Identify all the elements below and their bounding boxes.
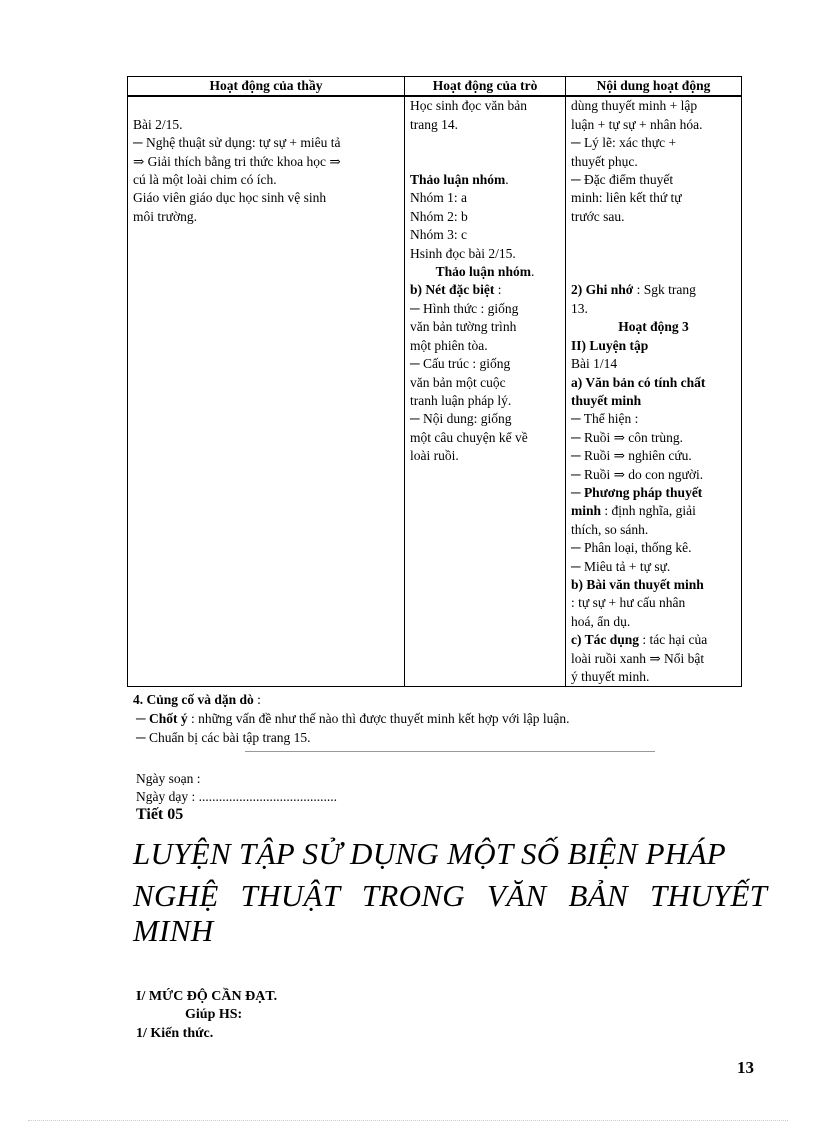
consolidation-point-2: ─ Chuẩn bị các bài tập trang 15. [136,730,311,745]
cell-line [410,374,560,392]
cell-line-text: ─ Ruồi ⇒ côn trùng. [571,429,683,445]
header-teacher-activity: Hoạt động của thầy [128,77,405,97]
cell-line-text: ─ Hình thức : giống [410,300,519,316]
cell-line [571,318,736,336]
cell-line-text: một câu chuyện kể về [410,429,528,445]
cell-line [571,392,736,410]
cell-line-text: Nhóm 2: b [410,208,468,224]
cell-line: ─ Nghệ thuật sử dụng: tự sự + miêu tả [133,135,341,151]
cell-line-text: loài ruồi xanh ⇒ Nổi bật [571,650,705,666]
cell-line [571,374,736,392]
cell-line: môi trường. [133,208,197,224]
cell-line-text: thích, so sánh. [571,521,649,537]
cell-line-text: văn bản một cuộc [410,374,506,390]
cell-line-text: c) Tác dụng [571,632,640,648]
cell-line [410,300,560,318]
cell-line [571,337,736,355]
cell-line-text: ─ Ruồi ⇒ nghiên cứu. [571,448,692,464]
cell-line [571,189,736,207]
cell-line-text: hoá, ẩn dụ. [571,613,631,629]
cell-line [571,466,736,484]
cell-line [410,245,560,263]
cell-line [571,576,736,594]
cell-line-text: tranh luận pháp lý. [410,392,512,408]
table-row [128,96,742,687]
objectives-heading: I/ MỨC ĐỘ CẦN ĐẠT. [136,989,278,1004]
cell-line [410,447,560,465]
cell-line: ⇒ Giải thích bằng tri thức khoa học ⇒ [133,153,341,169]
lesson-title-line-2: NGHỆ THUẬT TRONG VĂN BẢN THUYẾT [133,878,768,913]
cell-line-text: a) Văn bản có tính chất [571,374,706,390]
cell-line-text: trước sau. [571,208,625,224]
cell-line: Bài 2/15. [133,116,183,132]
cell-line-text: Hsinh đọc bài 2/15. [410,245,516,261]
cell-line-text: Thảo luận nhóm [435,264,531,280]
student-activity-cell [405,96,566,687]
cell-line [410,226,560,244]
cell-line-text: thuyết minh [571,392,642,408]
cell-line [410,355,560,373]
cell-line [571,97,736,115]
cell-line-text: ─ Đặc điểm thuyết [571,172,674,188]
cell-line [410,189,560,207]
cell-line-text: b) Bài văn thuyết minh [571,576,704,592]
cell-line [571,631,736,649]
header-student-activity: Hoạt động của trò [405,77,566,97]
cell-line-text: ─ Thể hiện : [571,411,639,427]
prep-date: Ngày soạn : [136,771,201,786]
cell-line [571,171,736,189]
knowledge-heading: 1/ Kiến thức. [136,1026,214,1041]
section-divider [245,751,655,752]
cell-line-tail: . [530,264,535,280]
cell-line-text: ─ Phân loại, thống kê. [571,540,692,556]
cell-line-text: ý thuyết minh. [571,669,650,684]
cell-line-text: minh [571,503,602,519]
cell-line-text: loài ruồi. [410,448,459,464]
cell-line-text: minh: liên kết thứ tự [571,190,682,206]
consolidation-point-1: ─ Chốt ý : những vấn đề như thế nào thì được thuyết minh kết hợp với lập luận. [136,711,570,726]
cell-line [571,539,736,557]
cell-line [571,208,736,226]
cell-line [571,245,736,263]
help-students-label: Giúp HS: [185,1007,243,1022]
cell-line [571,429,736,447]
cell-line [571,613,736,631]
cell-line [571,650,736,668]
cell-line [410,318,560,336]
cell-line [571,153,736,171]
cell-line [133,97,399,115]
cell-line-text: ─ Lý lẽ: xác thực + [571,135,677,151]
cell-line [571,226,736,244]
cell-line-tail: : định nghĩa, giải [601,503,696,519]
cell-line [571,521,736,539]
cell-line [571,281,736,299]
cell-line-text: 2) Ghi nhớ [571,282,634,298]
cell-line-text: ─ Nội dung: giống [410,411,512,427]
cell-line-tail: . [505,172,509,188]
cell-line-text: dùng thuyết minh + lập [571,98,698,114]
cell-line: cú là một loài chim có ích. [133,172,277,188]
cell-line [571,263,736,281]
cell-line-text: văn bản tường trình [410,319,517,335]
cell-line-text: Nhóm 1: a [410,190,467,206]
cell-line [571,502,736,520]
cell-line [410,337,560,355]
table-header-row [128,77,742,97]
cell-line [571,300,736,318]
cell-line [410,153,560,171]
cell-line [410,263,560,281]
cell-line [410,208,560,226]
cell-line [571,484,736,502]
cell-line [571,116,736,134]
cell-line [410,116,560,134]
cell-line-tail: : [494,282,502,298]
cell-line [410,134,560,152]
cell-line-text: một phiên tòa. [410,337,488,353]
activity-content-cell [566,96,742,687]
cell-line [571,558,736,576]
cell-line: Giáo viên giáo dục học sinh vệ sinh [133,190,327,206]
cell-line-text: luận + tự sự + nhân hóa. [571,116,703,132]
teacher-activity-cell [128,96,405,687]
cell-line-text: II) Luyện tập [571,337,649,353]
lesson-title-line-3: MINH [133,913,214,948]
cell-line-tail: : tác hại của [639,632,708,648]
cell-line-text: ─ Miêu tả + tự sự. [571,558,671,574]
cell-line-text: ─ Ruồi ⇒ do con người. [571,466,704,482]
cell-line-text: : tự sự + hư cấu nhân [571,595,686,611]
cell-line-text: ─ Cấu trúc : giống [410,356,511,372]
cell-line [571,134,736,152]
cell-line-text: trang 14. [410,116,458,132]
footer-dotted-line [28,1120,788,1121]
cell-line-text: b) Nét đặc biệt [410,282,495,298]
cell-line [410,429,560,447]
consolidation-heading: 4. Củng cố và dặn dò : [133,692,261,707]
period-label: Tiết 05 [136,806,184,823]
cell-line [410,392,560,410]
header-activity-content: Nội dung hoạt động [566,77,742,97]
cell-line-text: Bài 1/14 [571,356,618,372]
cell-line-text: Thảo luận nhóm [410,172,506,188]
page-number: 13 [737,1058,754,1077]
cell-line [410,171,560,189]
lesson-title-line-1: LUYỆN TẬP SỬ DỤNG MỘT SỐ BIỆN PHÁP [133,836,727,871]
cell-line [571,355,736,373]
cell-line [571,668,736,686]
cell-line-tail: : Sgk trang [633,282,696,298]
cell-line [571,410,736,428]
cell-line [410,410,560,428]
cell-line-text: ─ Phương pháp thuyết [571,484,703,500]
cell-line-text: Học sinh đọc văn bản [410,98,527,114]
cell-line-text: Hoạt động 3 [618,319,689,335]
cell-line-text: Nhóm 3: c [410,227,467,243]
cell-line [410,281,560,299]
cell-line [410,97,560,115]
lesson-activity-table [127,76,742,687]
cell-line [571,594,736,612]
cell-line-text: 13. [571,300,588,316]
cell-line-text: thuyết phục. [571,153,638,169]
teach-date: Ngày dạy : ......................................... [136,789,337,804]
cell-line [571,447,736,465]
